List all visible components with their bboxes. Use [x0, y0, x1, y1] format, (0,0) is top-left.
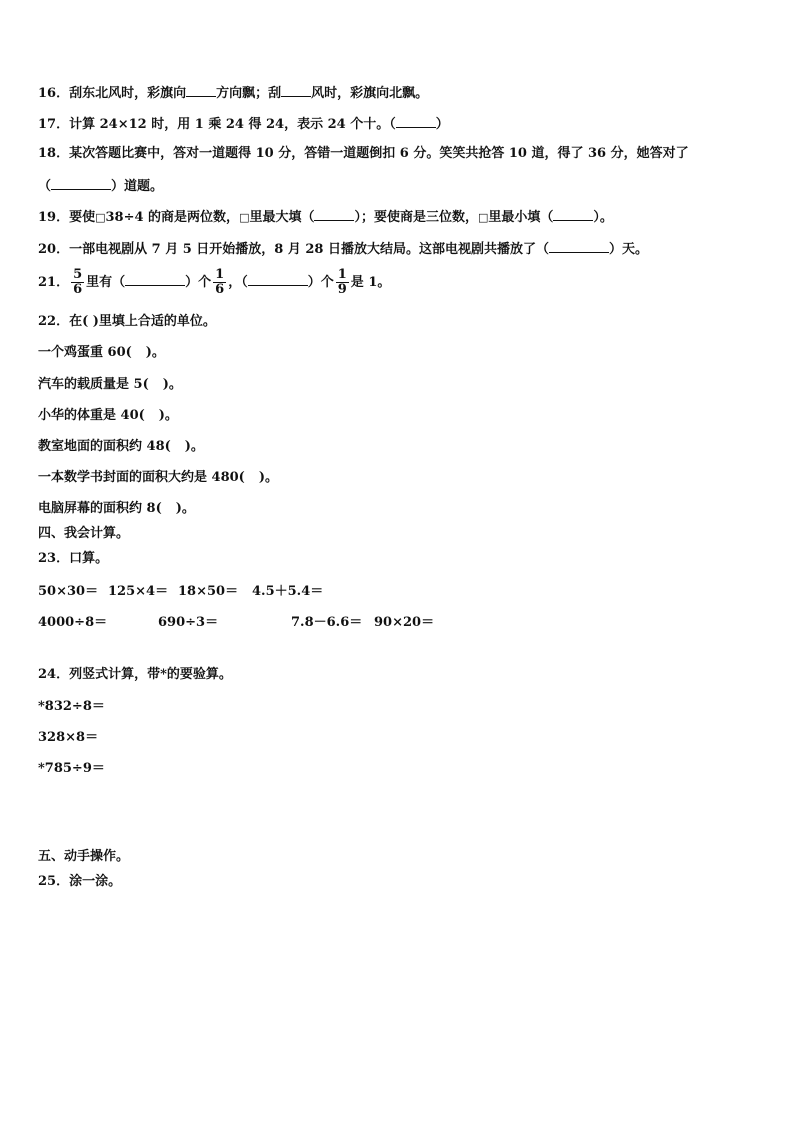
q21-text-2: 里有（	[86, 275, 126, 290]
q22-item-text: 小华的体重是 40(	[38, 408, 145, 423]
question-18-line-1	[38, 146, 689, 162]
oral-calc-item: 4000÷8＝	[38, 615, 108, 630]
vertical-calc-item: *785÷9＝	[38, 761, 105, 776]
q24-item-3	[38, 761, 105, 777]
q22-title-text: 22．在( )里填上合适的单位。	[38, 314, 216, 329]
box-symbol: □	[95, 211, 106, 224]
oral-calc-item: 4.5＋5.4＝	[252, 584, 324, 599]
q18-blank[interactable]	[51, 177, 111, 190]
q21-blank-1[interactable]	[125, 273, 185, 286]
q22-item-6	[38, 501, 195, 517]
q16-blank-2[interactable]	[281, 84, 311, 97]
q16-blank-1[interactable]	[186, 84, 216, 97]
q16-text-3: 风时，彩旗向北飘。	[311, 86, 429, 101]
oral-calc-item: 125×4＝	[108, 584, 169, 599]
oral-calc-item: 690÷3＝	[158, 615, 219, 630]
q19-blank-2[interactable]	[553, 208, 593, 221]
q19-text-6: ）。	[593, 210, 613, 225]
q21-blank-2[interactable]	[248, 273, 308, 286]
section-5-heading	[38, 849, 129, 865]
q22-item-text: 电脑屏幕的面积约 8(	[38, 501, 162, 516]
q22-item-close: )。	[175, 501, 195, 516]
question-21	[38, 268, 390, 297]
vertical-calc-item: 328×8＝	[38, 730, 99, 745]
q24-title-text: 24．列竖式计算，带*的要验算。	[38, 667, 232, 682]
box-symbol: □	[239, 211, 250, 224]
q23-title-text: 23．口算。	[38, 551, 109, 566]
question-24-title	[38, 667, 232, 683]
question-25-title	[38, 874, 121, 890]
q19-text-4: ）；要使商是三位数，	[354, 210, 478, 225]
q19-text-2: 38÷4 的商是两位数，	[105, 210, 240, 225]
section-4-heading	[38, 526, 129, 542]
q18-text-2: （	[38, 179, 52, 194]
q21-text-5: ）个	[307, 275, 334, 290]
q22-item-1	[38, 345, 165, 361]
q22-item-text: 一本数学书封面的面积大约是 480(	[38, 470, 245, 485]
box-symbol: □	[478, 211, 489, 224]
oral-calc-item: 7.8－6.6＝	[291, 615, 363, 630]
fraction-one-ninth: $\frac{1}{9}$	[337, 267, 347, 297]
question-19	[38, 208, 613, 226]
q17-text-2: ）	[435, 117, 449, 132]
q22-item-close: )。	[162, 377, 182, 392]
q21-text-1: 21．	[38, 275, 70, 290]
q19-blank-1[interactable]	[314, 208, 354, 221]
question-20	[38, 240, 648, 258]
q22-item-5	[38, 470, 278, 486]
q18-text-1: 18．某次答题比赛中，答对一道题得 10 分，答错一道题倒扣 6 分。笑笑共抢答 10 道，得了 36 分，她答对了	[38, 146, 689, 161]
q22-item-text: 一个鸡蛋重 60(	[38, 345, 132, 360]
oral-calc-item: 18×50＝	[178, 584, 239, 599]
q22-item-text: 汽车的载质量是 5(	[38, 377, 149, 392]
q19-text-5: 里最小填（	[488, 210, 554, 225]
q18-text-3: ）道题。	[111, 179, 164, 194]
q21-text-6: 是 1。	[350, 275, 391, 290]
q22-item-close: )。	[258, 470, 278, 485]
q22-item-close: )。	[184, 439, 204, 454]
q16-text-1: 16．刮东北风时，彩旗向	[38, 86, 187, 101]
q25-title-text: 25．涂一涂。	[38, 874, 122, 889]
q20-text-2: ）天。	[609, 242, 649, 257]
q23-row-1	[38, 584, 538, 600]
q22-item-text: 教室地面的面积约 48(	[38, 439, 171, 454]
q19-text-1: 19．要使	[38, 210, 96, 225]
q17-blank[interactable]	[396, 115, 436, 128]
q17-text-1: 17．计算 24×12 时，用 1 乘 24 得 24，表示 24 个十。（	[38, 117, 396, 132]
vertical-calc-item: *832÷8＝	[38, 699, 105, 714]
q20-blank[interactable]	[549, 240, 609, 253]
q16-text-2: 方向飘；刮	[216, 86, 282, 101]
oral-calc-item: 50×30＝	[38, 584, 99, 599]
section-5-text: 五、动手操作。	[38, 849, 130, 864]
q21-text-4: ，（	[228, 275, 248, 290]
fraction-one-sixth: $\frac{1}{6}$	[215, 267, 225, 297]
q21-text-3: ）个	[185, 275, 212, 290]
q22-item-close: )。	[145, 345, 165, 360]
question-17	[38, 115, 449, 133]
q20-text-1: 20．一部电视剧从 7 月 5 日开始播放，8 月 28 日播放大结局。这部电视剧共播放了（	[38, 242, 549, 257]
q19-text-3: 里最大填（	[249, 210, 315, 225]
fraction-five-sixths: $\frac{5}{6}$	[73, 267, 83, 297]
q22-item-4	[38, 439, 204, 455]
question-18-line-2	[38, 177, 163, 195]
q22-item-3	[38, 408, 178, 424]
q24-item-2	[38, 730, 98, 746]
question-22-title	[38, 314, 216, 330]
question-16	[38, 84, 428, 102]
q22-item-close: )。	[158, 408, 178, 423]
q22-item-2	[38, 377, 182, 393]
oral-calc-item: 90×20＝	[374, 615, 435, 630]
q24-item-1	[38, 699, 105, 715]
q23-row-2	[38, 615, 538, 631]
question-23-title	[38, 551, 108, 567]
section-4-text: 四、我会计算。	[38, 526, 130, 541]
